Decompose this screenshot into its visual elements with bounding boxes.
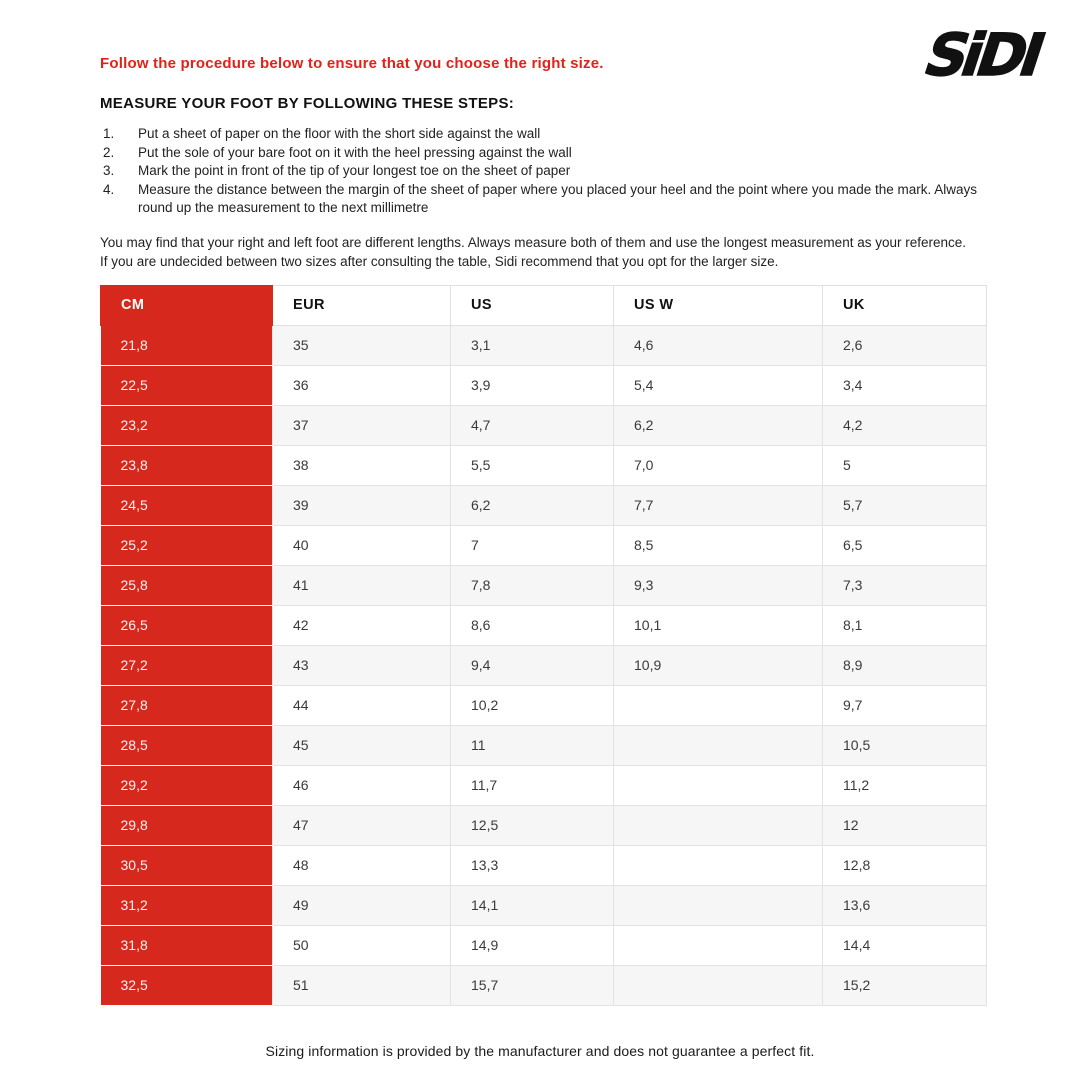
column-header-cm: CM [101,285,273,325]
size-cell: 47 [273,805,451,845]
size-cell: 4,7 [451,405,614,445]
size-cell: 3,9 [451,365,614,405]
size-cell: 2,6 [823,325,987,365]
size-cell: 38 [273,445,451,485]
size-cell: 40 [273,525,451,565]
table-row [101,405,987,445]
size-cell: 8,6 [451,605,614,645]
size-cell: 13,6 [823,885,987,925]
size-cell: 37 [273,405,451,445]
size-cell: 8,9 [823,645,987,685]
table-row [101,765,987,805]
sidi-logo: SiDI [915,21,1050,89]
table-row [101,645,987,685]
step-item [100,181,990,218]
size-cell: 15,2 [823,965,987,1005]
cm-cell: 25,8 [101,565,273,605]
size-cell: 46 [273,765,451,805]
table-row [101,925,987,965]
size-cell [614,925,823,965]
table-row [101,805,987,845]
step-item [100,144,990,163]
size-cell: 10,2 [451,685,614,725]
size-cell: 6,2 [451,485,614,525]
table-header-row [101,285,987,325]
size-cell: 10,9 [614,645,823,685]
size-cell: 49 [273,885,451,925]
size-cell [614,685,823,725]
size-cell: 6,2 [614,405,823,445]
size-cell: 3,1 [451,325,614,365]
size-cell: 7 [451,525,614,565]
size-cell: 14,9 [451,925,614,965]
size-cell: 4,2 [823,405,987,445]
size-cell: 15,7 [451,965,614,1005]
size-cell [614,765,823,805]
cm-cell: 31,8 [101,925,273,965]
table-row [101,445,987,485]
steps-heading: MEASURE YOUR FOOT BY FOLLOWING THESE STEPS: [100,95,515,112]
cm-cell: 32,5 [101,965,273,1005]
step-number: 2. [103,144,115,160]
size-cell: 9,3 [614,565,823,605]
cm-cell: 26,5 [101,605,273,645]
cm-cell: 23,8 [101,445,273,485]
step-text: Put the sole of your bare foot on it with the heel pressing against the wall [138,144,572,160]
note-larger-size: If you are undecided between two sizes after consulting the table, Sidi recommend that you opt for the larger size. [100,253,779,269]
cm-cell: 30,5 [101,845,273,885]
table-row [101,565,987,605]
size-cell: 7,8 [451,565,614,605]
size-cell: 35 [273,325,451,365]
column-header-uk: UK [823,285,987,325]
size-cell: 41 [273,565,451,605]
size-cell: 10,1 [614,605,823,645]
size-cell: 44 [273,685,451,725]
size-cell: 9,4 [451,645,614,685]
size-cell: 14,4 [823,925,987,965]
size-cell: 36 [273,365,451,405]
table-row [101,685,987,725]
column-header-eur: EUR [273,285,451,325]
step-text: Mark the point in front of the tip of your longest toe on the sheet of paper [138,163,571,178]
size-cell: 5,7 [823,485,987,525]
size-cell: 7,7 [614,485,823,525]
table-row [101,605,987,645]
size-cell: 7,0 [614,445,823,485]
size-cell: 5,5 [451,445,614,485]
table-row [101,325,987,365]
cm-cell: 21,8 [101,325,273,365]
size-cell: 11,2 [823,765,987,805]
cm-cell: 22,5 [101,365,273,405]
table-row [101,365,987,405]
notes-block [100,233,990,271]
table-row [101,525,987,565]
size-chart-table [100,285,987,1006]
column-header-us-w: US W [614,285,823,325]
steps-list [100,125,990,218]
size-cell: 13,3 [451,845,614,885]
cm-cell: 25,2 [101,525,273,565]
table-row [101,845,987,885]
size-cell: 4,6 [614,325,823,365]
step-number: 1. [103,126,115,141]
size-cell: 10,5 [823,725,987,765]
size-cell: 3,4 [823,365,987,405]
cm-cell: 27,2 [101,645,273,685]
cm-cell: 24,5 [101,485,273,525]
size-cell: 11,7 [451,765,614,805]
size-cell: 6,5 [823,525,987,565]
column-header-us: US [451,285,614,325]
size-cell [614,805,823,845]
size-cell: 5 [823,445,987,485]
size-cell: 43 [273,645,451,685]
size-cell: 45 [273,725,451,765]
step-text: Measure the distance between the margin of the sheet of paper where you placed your heel and the point where you made the mark. Always round up the measurement to the next millimetre [138,181,978,215]
size-cell: 50 [273,925,451,965]
size-cell [614,965,823,1005]
cm-cell: 29,8 [101,805,273,845]
table-row [101,485,987,525]
size-cell: 11 [451,725,614,765]
cm-cell: 29,2 [101,765,273,805]
size-cell: 8,5 [614,525,823,565]
size-table-body [101,325,987,1005]
note-measure-both: You may find that your right and left foot are different lengths. Always measure both of them and use the longest measurement as your reference. [100,234,967,250]
table-row [101,725,987,765]
intro-instruction: Follow the procedure below to ensure that you choose the right size. [100,55,604,72]
step-text: Put a sheet of paper on the floor with the short side against the wall [138,126,541,141]
cm-cell: 27,8 [101,685,273,725]
size-cell: 5,4 [614,365,823,405]
footer-disclaimer: Sizing information is provided by the manufacturer and does not guarantee a perfect fit. [265,1043,815,1059]
cm-cell: 31,2 [101,885,273,925]
cm-cell: 28,5 [101,725,273,765]
size-cell: 48 [273,845,451,885]
size-cell: 12,8 [823,845,987,885]
size-cell [614,725,823,765]
table-row [101,965,987,1005]
size-cell: 8,1 [823,605,987,645]
size-cell: 12 [823,805,987,845]
size-cell: 12,5 [451,805,614,845]
size-cell [614,885,823,925]
step-number: 4. [103,181,115,197]
step-number: 3. [103,163,115,178]
size-cell: 42 [273,605,451,645]
table-row [101,885,987,925]
step-item [100,162,990,181]
cm-cell: 23,2 [101,405,273,445]
size-cell: 39 [273,485,451,525]
size-cell: 7,3 [823,565,987,605]
size-cell: 51 [273,965,451,1005]
size-cell: 14,1 [451,885,614,925]
size-cell: 9,7 [823,685,987,725]
step-item [100,125,990,144]
size-cell [614,845,823,885]
